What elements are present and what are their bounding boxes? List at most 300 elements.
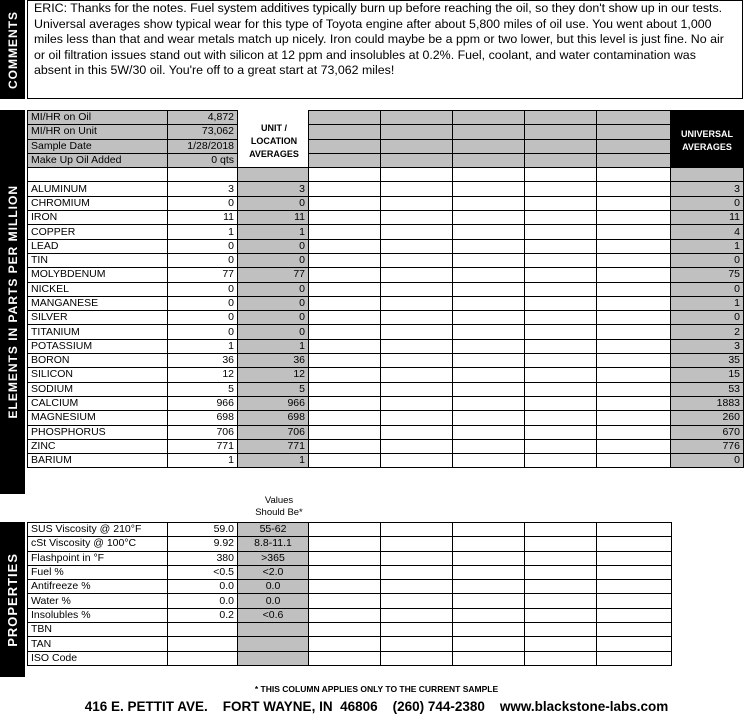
history-cell [597,253,671,267]
history-cell [597,182,671,196]
history-cell [453,551,525,565]
history-cell [381,139,453,153]
history-cell [525,565,597,579]
history-cell [453,168,525,182]
history-cell [597,196,671,210]
history-cell [453,282,525,296]
unit-average: 36 [238,354,309,368]
history-cell [381,523,453,537]
property-should-be: 8.8-11.1 [238,537,309,551]
current-value: 0 [168,311,238,325]
unit-average: 77 [238,268,309,282]
unit-average: 0 [238,239,309,253]
current-value: 771 [168,439,238,453]
history-cell [381,339,453,353]
footer-address: 416 E. PETTIT AVE. FORT WAYNE, IN 46806 (260) 744-2380 www.blackstone-labs.com [84,699,669,714]
universal-average [671,153,744,167]
history-cell [525,225,597,239]
history-cell [381,396,453,410]
history-cell [309,211,381,225]
history-cell [525,196,597,210]
history-cell [597,339,671,353]
history-cell [381,296,453,310]
history-cell [309,651,381,665]
property-name: TBN [28,623,168,637]
row-label: ZINC [28,439,168,453]
properties-label: PROPERTIES [5,552,20,647]
row-label: BORON [28,354,168,368]
history-cell [453,268,525,282]
row-label: ALUMINUM [28,182,168,196]
unit-average: 698 [238,411,309,425]
current-value: 0 qts [168,153,238,167]
property-row [28,594,672,608]
property-value: 0.0 [168,594,238,608]
current-value: 77 [168,268,238,282]
history-cell [381,196,453,210]
history-cell [453,354,525,368]
row-label: BARIUM [28,454,168,468]
universal-average: 0 [671,282,744,296]
history-cell [525,382,597,396]
history-cell [597,608,672,622]
current-value: 3 [168,182,238,196]
history-cell [525,608,597,622]
row-label: MANGANESE [28,296,168,310]
history-cell [309,454,381,468]
element-row [28,411,744,425]
history-cell [525,268,597,282]
history-cell [597,594,672,608]
history-cell [453,537,525,551]
history-cell [381,637,453,651]
history-cell [381,594,453,608]
universal-average: 0 [671,253,744,267]
row-label: NICKEL [28,282,168,296]
property-name: Flashpoint in °F [28,551,168,565]
history-cell [309,396,381,410]
history-cell [525,637,597,651]
universal-average: 11 [671,211,744,225]
unit-average: 0 [238,311,309,325]
history-cell [381,111,453,125]
property-value: 380 [168,551,238,565]
element-row [28,239,744,253]
comments-label: COMMENTS [5,10,20,89]
history-cell [381,425,453,439]
history-cell [381,153,453,167]
property-name: cSt Viscosity @ 100°C [28,537,168,551]
history-cell [525,396,597,410]
history-cell [381,211,453,225]
unit-average: 706 [238,425,309,439]
history-cell [309,368,381,382]
history-cell [381,454,453,468]
unit-average: 0 [238,325,309,339]
history-cell [597,537,672,551]
history-cell [525,153,597,167]
history-cell [381,439,453,453]
history-cell [453,523,525,537]
properties-label-bar [0,522,25,677]
history-cell [597,565,672,579]
universal-average: 4 [671,225,744,239]
history-cell [309,296,381,310]
history-cell [309,637,381,651]
history-cell [381,368,453,382]
history-cell [597,368,671,382]
current-value: 0 [168,196,238,210]
history-cell [309,551,381,565]
history-cell [597,354,671,368]
current-value: 0 [168,282,238,296]
element-row [28,439,744,453]
history-cell [381,282,453,296]
universal-average: 3 [671,339,744,353]
property-should-be: <0.6 [238,608,309,622]
history-cell [597,439,671,453]
property-row [28,651,672,665]
current-value: 0 [168,296,238,310]
element-row [28,354,744,368]
row-label: IRON [28,211,168,225]
current-value: 0 [168,239,238,253]
property-row [28,580,672,594]
history-cell [309,268,381,282]
unit-average: 1 [238,225,309,239]
history-cell [525,168,597,182]
history-cell [453,153,525,167]
universal-average: 0 [671,311,744,325]
history-cell [525,282,597,296]
history-cell [597,225,671,239]
row-label: TIN [28,253,168,267]
history-cell [309,168,381,182]
history-cell [381,325,453,339]
history-cell [453,239,525,253]
history-cell [453,608,525,622]
element-row [28,339,744,353]
history-cell [381,182,453,196]
universal-average: 1883 [671,396,744,410]
current-value: 1/28/2018 [168,139,238,153]
current-value: 1 [168,225,238,239]
universal-average: 53 [671,382,744,396]
sample-info-row [28,111,744,125]
property-name: Antifreeze % [28,580,168,594]
history-cell [309,311,381,325]
history-cell [453,382,525,396]
history-cell [453,396,525,410]
row-label: SILICON [28,368,168,382]
history-cell [525,537,597,551]
history-cell [453,196,525,210]
unit-average: 1 [238,454,309,468]
current-value: 36 [168,354,238,368]
history-cell [381,125,453,139]
element-row [28,282,744,296]
element-row [28,382,744,396]
history-cell [381,268,453,282]
element-row [28,253,744,267]
row-label [28,168,168,182]
history-cell [453,253,525,267]
history-cell [597,396,671,410]
history-cell [453,311,525,325]
history-cell [453,651,525,665]
property-should-be [238,651,309,665]
universal-averages-header: UNIVERSAL AVERAGES [680,129,733,152]
history-cell [597,311,671,325]
current-value: 11 [168,211,238,225]
current-value [168,168,238,182]
history-cell [525,594,597,608]
history-cell [381,354,453,368]
property-name: Fuel % [28,565,168,579]
history-cell [309,282,381,296]
history-cell [525,623,597,637]
sample-info-row [28,125,744,139]
universal-average [671,111,744,125]
history-cell [453,368,525,382]
history-cell [381,225,453,239]
history-cell [381,651,453,665]
history-cell [309,182,381,196]
comments-label-bar [0,0,25,99]
current-value: 0 [168,253,238,267]
element-row [28,368,744,382]
universal-average [671,168,744,182]
element-row [28,396,744,410]
universal-average: 3 [671,182,744,196]
history-cell [381,168,453,182]
history-cell [597,325,671,339]
row-label: Sample Date [28,139,168,153]
universal-average: 670 [671,425,744,439]
history-cell [309,325,381,339]
history-cell [309,253,381,267]
history-cell [453,411,525,425]
history-cell [525,296,597,310]
history-cell [525,439,597,453]
history-cell [381,608,453,622]
current-value: 698 [168,411,238,425]
property-value: 0.2 [168,608,238,622]
row-label: MOLYBDENUM [28,268,168,282]
property-name: ISO Code [28,651,168,665]
property-value [168,651,238,665]
history-cell [309,239,381,253]
history-cell [525,551,597,565]
history-cell [525,368,597,382]
history-cell [597,211,671,225]
current-value: 966 [168,396,238,410]
element-row [28,182,744,196]
row-label: LEAD [28,239,168,253]
history-cell [309,565,381,579]
history-cell [453,182,525,196]
history-cell [309,196,381,210]
unit-average: 0 [238,253,309,267]
history-cell [597,651,672,665]
history-cell [597,139,671,153]
spacer-row [28,168,744,182]
history-cell [309,537,381,551]
elements-label-bar [0,110,25,494]
current-value: 1 [168,454,238,468]
property-value: 9.92 [168,537,238,551]
property-name: Water % [28,594,168,608]
property-row [28,623,672,637]
history-cell [453,296,525,310]
history-cell [309,125,381,139]
element-row [28,296,744,310]
history-cell [525,354,597,368]
current-value: 73,062 [168,125,238,139]
history-cell [309,608,381,622]
history-cell [309,225,381,239]
history-cell [597,580,672,594]
property-row [28,637,672,651]
universal-average: 1 [671,239,744,253]
universal-average: 1 [671,296,744,310]
universal-average: 35 [671,354,744,368]
history-cell [309,523,381,537]
history-cell [597,111,671,125]
history-cell [597,425,671,439]
history-cell [525,111,597,125]
property-should-be: <2.0 [238,565,309,579]
unit-location-averages-header: UNIT / LOCATION AVERAGES [249,123,299,159]
history-cell [453,637,525,651]
element-row [28,211,744,225]
property-row [28,537,672,551]
history-cell [309,411,381,425]
property-should-be: 55-62 [238,523,309,537]
properties-table [27,522,672,666]
property-row [28,523,672,537]
property-row [28,551,672,565]
unit-average: 12 [238,368,309,382]
history-cell [525,523,597,537]
row-label: POTASSIUM [28,339,168,353]
history-cell [453,211,525,225]
current-value: 1 [168,339,238,353]
elements-table [27,110,744,468]
history-cell [597,125,671,139]
universal-average: 776 [671,439,744,453]
row-label: PHOSPHORUS [28,425,168,439]
universal-average: 2 [671,325,744,339]
element-row [28,225,744,239]
history-cell [309,139,381,153]
history-cell [525,125,597,139]
universal-average: 0 [671,196,744,210]
unit-average: 3 [238,182,309,196]
element-row [28,325,744,339]
current-value: 706 [168,425,238,439]
history-cell [453,425,525,439]
history-cell [597,551,672,565]
history-cell [309,382,381,396]
property-should-be: 0.0 [238,594,309,608]
property-row [28,608,672,622]
history-cell [453,439,525,453]
unit-average: 771 [238,439,309,453]
universal-average: 75 [671,268,744,282]
history-cell [525,139,597,153]
element-row [28,425,744,439]
unit-average [238,168,309,182]
current-value: 5 [168,382,238,396]
history-cell [453,325,525,339]
history-cell [525,651,597,665]
sample-info-row [28,139,744,153]
row-label: CHROMIUM [28,196,168,210]
property-should-be [238,623,309,637]
history-cell [597,523,672,537]
row-label: MAGNESIUM [28,411,168,425]
property-value [168,637,238,651]
current-value: 0 [168,325,238,339]
history-cell [453,565,525,579]
history-cell [309,339,381,353]
history-cell [597,239,671,253]
history-cell [525,211,597,225]
history-cell [381,551,453,565]
history-cell [309,439,381,453]
history-cell [453,623,525,637]
row-label: COPPER [28,225,168,239]
history-cell [309,425,381,439]
history-cell [453,454,525,468]
history-cell [525,580,597,594]
history-cell [309,153,381,167]
property-name: TAN [28,637,168,651]
comments-text: ERIC: Thanks for the notes. Fuel system additives typically burn up before reaching the oil, so they don't show up in our tests. Universal averages show typical wear for this type of Toyota engine after about 5,800 miles of oil use. You went about 1,000 miles less than that and wear metals match up nicely. Iron could maybe be a ppm or two lower, but this level is just fine. No air or oil filtration issues stand out with silicon at 12 ppm and insolubles at 0.2%. Fuel, coolant, and water contamination was absent in this 5W/30 oil. You're off to a great start at 73,062 miles! [34,1,724,78]
history-cell [453,580,525,594]
property-value: 59.0 [168,523,238,537]
history-cell [525,425,597,439]
property-name: Insolubles % [28,608,168,622]
unit-average: 966 [238,396,309,410]
history-cell [381,411,453,425]
history-cell [525,239,597,253]
universal-average: 260 [671,411,744,425]
unit-average: 11 [238,211,309,225]
history-cell [597,637,672,651]
history-cell [381,311,453,325]
universal-average: 0 [671,454,744,468]
property-should-be: 0.0 [238,580,309,594]
history-cell [381,253,453,267]
row-label: MI/HR on Unit [28,125,168,139]
property-value: 0.0 [168,580,238,594]
history-cell [525,253,597,267]
history-cell [381,565,453,579]
history-cell [453,125,525,139]
property-value [168,623,238,637]
history-cell [525,454,597,468]
comments-box [27,0,743,99]
element-row [28,196,744,210]
history-cell [309,623,381,637]
history-cell [381,537,453,551]
history-cell [597,296,671,310]
history-cell [597,454,671,468]
property-name: SUS Viscosity @ 210°F [28,523,168,537]
history-cell [525,311,597,325]
